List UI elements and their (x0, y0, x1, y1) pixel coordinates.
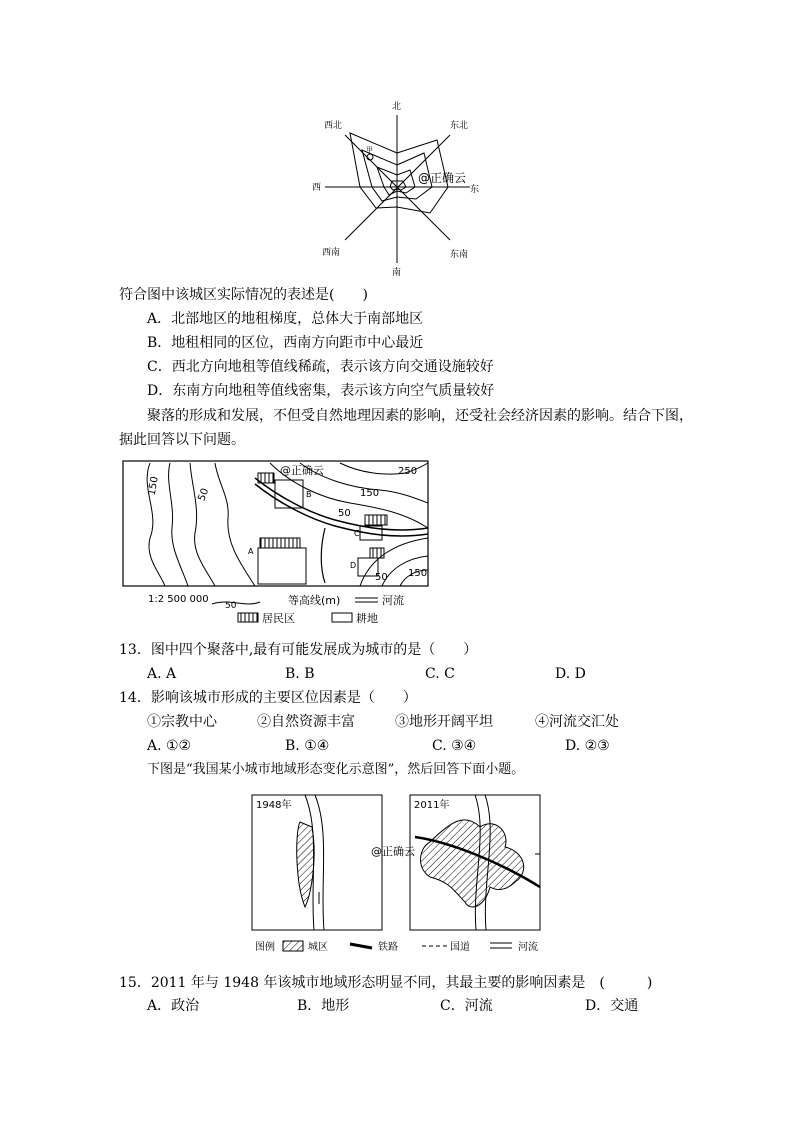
year-2011: 2011年 (414, 800, 450, 811)
rent-radar-figure (300, 95, 500, 280)
q14-item-1: ①宗教中心 (147, 714, 217, 730)
q14-option-a: A. ①② (147, 738, 192, 754)
legend-rail: 铁路 (378, 942, 398, 953)
q14-item-3: ③地形开阔平坦 (395, 714, 493, 730)
q15-option-a: A．政治 (147, 998, 200, 1014)
label-jia: 甲 (366, 146, 373, 154)
point-label-b: B (306, 490, 312, 499)
year-1948: 1948年 (256, 800, 292, 811)
watermark: @正确云 (418, 171, 467, 185)
contour-label: 50 (196, 486, 212, 503)
legend-road: 国道 (450, 942, 470, 953)
legend-river: 河流 (518, 942, 538, 953)
q13-option-a: A. A (147, 666, 177, 682)
legend-title: 图例 (255, 942, 275, 953)
q15-stem: 15．2011 年与 1948 年该城市地域形态明显不同，其最主要的影响因素是 ( ) (119, 975, 653, 991)
q14-option-b: B. ①④ (285, 738, 330, 754)
q12-option-b: B．地租相同的区位，西南方向距市中心最近 (147, 335, 424, 351)
direction-sw: 西南 (322, 248, 341, 258)
watermark: @正确云 (371, 845, 415, 858)
q13-option-c: C. C (425, 666, 455, 682)
point-label-c: C (354, 529, 360, 538)
contour-label: 150 (146, 475, 161, 497)
legend-farmland: 耕地 (356, 612, 378, 625)
q13-option-d: D. D (555, 666, 586, 682)
intro3: 下图是“我国某小城市地域形态变化示意图”，然后回答下面小题。 (147, 762, 525, 777)
city-form-figure (250, 792, 550, 957)
q13-option-b: B. B (285, 666, 315, 682)
legend-residential: 居民区 (262, 612, 295, 625)
contour-label: 150 (360, 488, 380, 499)
q12-option-a: A．北部地区的地租梯度，总体大于南部地区 (147, 311, 424, 327)
q15-option-b: B．地形 (297, 998, 350, 1014)
q14-stem: 14．影响该城市形成的主要区位因素是（ ） (119, 690, 417, 706)
q12-option-c: C．西北方向地租等值线稀疏，表示该方向交通设施较好 (147, 359, 494, 375)
intro2-line1: 聚落的形成和发展，不但受自然地理因素的影响，还受社会经济因素的影响。结合下图， (147, 408, 693, 424)
q15-option-d: D．交通 (585, 998, 639, 1014)
q14-item-4: ④河流交汇处 (535, 714, 619, 730)
direction-w: 西 (312, 183, 322, 193)
q12-option-d: D．东南方向地租等值线密集，表示该方向空气质量较好 (147, 383, 495, 399)
q14-option-c: C. ③④ (432, 738, 477, 754)
q13-stem: 13．图中四个聚落中,最有可能发展成为城市的是（ ） (119, 642, 478, 658)
contour-label: 150 (408, 568, 428, 579)
q14-option-d: D. ②③ (565, 738, 610, 754)
legend-contour-value: 50 (225, 601, 237, 611)
contour-label: 50 (375, 572, 388, 583)
settlement-contour-map (120, 458, 440, 628)
q14-item-2: ②自然资源丰富 (257, 714, 355, 730)
legend-city: 城区 (308, 942, 328, 953)
legend-contour: 等高线(m) (288, 594, 341, 607)
legend-river: 河流 (382, 594, 404, 607)
point-label-d: D (350, 561, 357, 570)
direction-n: 北 (392, 102, 402, 112)
q12-stem: 符合图中该城区实际情况的表述是( ) (119, 287, 368, 303)
contour-label: 50 (338, 508, 351, 519)
direction-se: 东南 (450, 250, 469, 260)
scale: 1:2 500 000 (148, 594, 209, 605)
direction-e: 东 (470, 185, 480, 195)
direction-ne: 东北 (450, 121, 469, 131)
direction-nw: 西北 (324, 121, 343, 131)
q15-option-c: C．河流 (440, 998, 493, 1014)
point-label-a: A (248, 547, 254, 556)
intro2-line2: 据此回答以下问题。 (119, 432, 245, 448)
watermark: @正确云 (280, 464, 324, 477)
contour-label: 250 (398, 466, 418, 477)
direction-s: 南 (392, 268, 402, 278)
